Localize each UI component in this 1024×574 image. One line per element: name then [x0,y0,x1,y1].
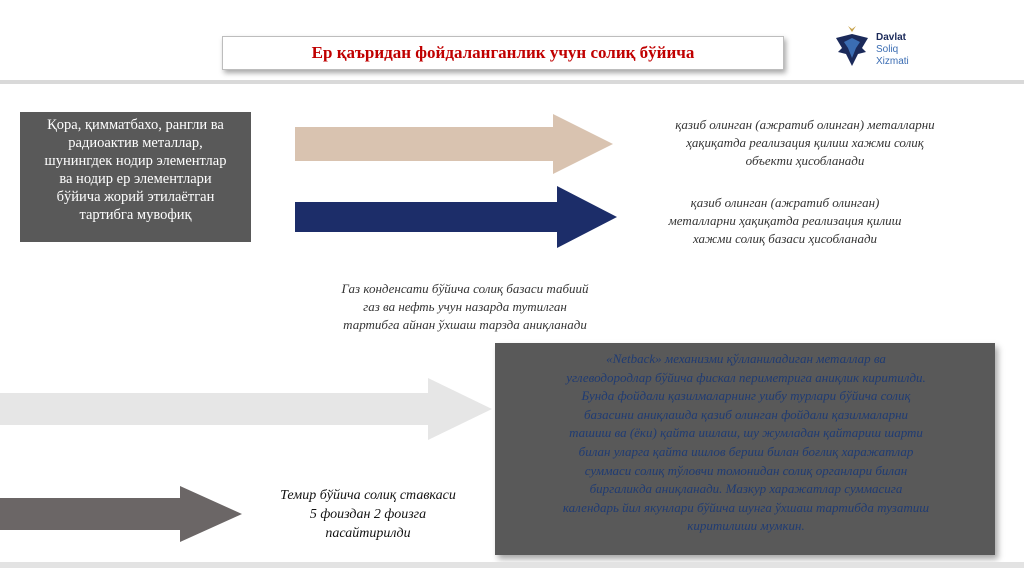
text-line: ҳақиқатда реализация қилиш хажми солиқ [686,135,924,150]
light-gray-arrow [0,378,495,440]
text-line: «Netback» механизми қўлланиладиган металлар ва [606,351,886,366]
metals-rule-box [20,112,251,242]
text-line: қазиб олинган (ажратиб олинган) металларни [675,117,935,132]
metals-rule-line: бўйича жорий этилаётган [56,189,215,205]
tax-base-text [620,194,950,248]
realization-object-text [630,116,980,170]
text-line: базасини аниқлашда қазиб олинган фойдали қазилмаларни [583,406,909,422]
text-line: суммаси солиқ тўловчи томонидан солиқ органлари билан [584,462,908,478]
page-title [222,36,784,70]
text-line: Бунда фойдали қазилмаларнинг ушбу турлари бўйича солиқ [581,388,911,404]
text-line: киритилиши мумкин. [687,518,805,534]
text-line: тартибга айнан ўхшаш тарзда аниқланади [343,317,587,332]
logo-line-1: Davlat [876,32,907,43]
text-line: углеводородлар бўйича фискал периметрига аниқлик киритилди. [566,369,926,385]
text-line: металларни ҳақиқатда реализация қилиш [668,213,902,228]
text-line: календарь йил якунлари бўйича шунга ўхшаш тартибда тузатиш [562,499,930,515]
text-line: Газ конденсати бўйича солиқ базаси табиий [341,281,589,296]
navy-arrow [295,186,620,248]
gray-arrow [0,486,245,542]
netback-text [512,350,980,536]
text-line: ташиш ва (ёки) қайта ишлаш, шу жумладан қайтариш шарти [569,425,923,441]
text-line: Темир бўйича солиқ ставкаси [280,488,456,503]
metals-rule-line: Қора, қимматбахо, рангли ва [47,117,224,133]
text-line: газ ва нефть учун назарда тутилган [363,299,567,314]
text-line: 5 фоиздан 2 фоизга [309,507,427,522]
header-divider [0,80,1024,84]
text-line: билан уларга қайта ишлов бериш билан боғлиқ харажатлар [578,443,914,459]
text-line: пасайтирилди [325,526,411,541]
metals-rule-line: радиоактив металлар, [68,135,203,151]
metals-rule-line: ва нодир ер элементлари [59,171,212,187]
beige-arrow [295,114,615,174]
text-line: қазиб олинган (ажратиб олинган) [690,195,880,210]
logo-line-3: Xizmati [876,56,909,67]
footer-divider [0,562,1024,568]
eagle-logo-icon [832,24,872,68]
text-line: биргаликда аниқланади. Мазкур харажатлар суммасига [589,481,903,497]
metals-rule-line: шунингдек нодир элементлар [44,153,227,169]
text-line: объекти ҳисобланади [745,153,865,168]
page-title-text: Ер қаъридан фойдаланганлик учун солиқ бўйича [311,43,695,62]
iron-tax-rate-text [248,486,488,543]
gas-condensate-text [300,280,630,334]
metals-rule-line: тартибга мувофиқ [79,207,192,223]
text-line: хажми солиқ базаси ҳисобланади [692,231,878,246]
logo [832,22,932,74]
logo-line-2: Soliq [876,44,899,55]
